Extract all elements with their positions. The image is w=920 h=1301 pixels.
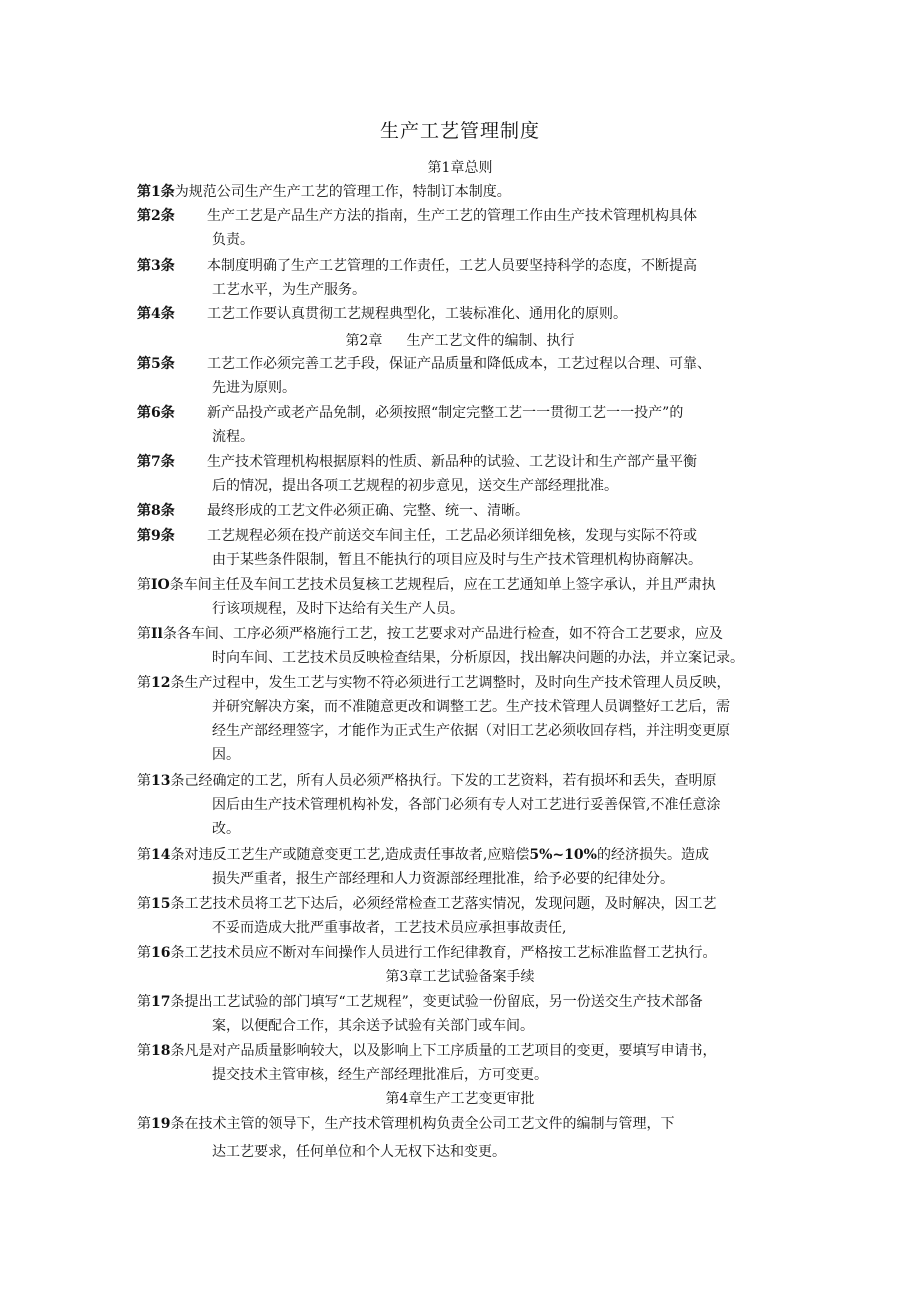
article-text: 条工艺技术员将工艺下达后，必须经常检查工艺落实情况，发现问题，及时解决，因工艺	[170, 896, 717, 912]
article-14	[137, 843, 800, 891]
article-text: 工艺工作要认真贯彻工艺规程典型化，工装标准化、通用化的原则。	[207, 306, 627, 322]
article-text: 本制度明确了生产工艺管理的工作责任，工艺人员要坚持科学的态度，不断提高	[207, 258, 697, 274]
article-text-cont: 行该项规程，及时下达给有关生产人员。	[212, 601, 464, 617]
article-text-cont: 经生产部经理签字，才能作为正式生产依据（对旧工艺必须收回存档，并注明变更原	[212, 723, 730, 739]
article-text-cont: 不妥而造成大批严重事故者，工艺技术员应承担事故责任,	[212, 920, 567, 936]
article-12	[137, 671, 800, 767]
chapter-2-title: 生产工艺文件的编制、执行	[406, 333, 575, 349]
article-prefix: 第	[137, 773, 151, 789]
article-text-cont: 时向车间、工艺技术员反映检查结果，分析原因，找出解决问题的办法，并立案记录。	[212, 650, 744, 666]
article-text: 条对违反工艺生产或随意变更工艺,造成责任事故者,应赔偿	[170, 847, 530, 863]
article-text: 条提出工艺试验的部门填写“工艺规程”，变更试验一份留底，另一份送交生产技术部备	[170, 994, 703, 1010]
article-number: 14	[151, 847, 171, 863]
article-text: 工艺工作必须完善工艺手段，保证产品质量和降低成本，工艺过程以合理、可靠、	[207, 356, 711, 372]
article-text-cont: 因后由生产技术管理机构补发，各部门必须有专人对工艺进行妥善保管,不准任意涂	[212, 797, 721, 813]
chapter-4-heading: 第4章生产工艺变更审批	[385, 1091, 535, 1107]
article-text: 为规范公司生产生产工艺的管理工作，特制订本制度。	[174, 184, 511, 200]
article-2	[137, 204, 800, 252]
article-text-cont: 由于某些条件限制，暂且不能执行的项目应及时与生产技术管理机构协商解决。	[212, 552, 702, 568]
article-text-cont: 工艺水平，为生产服务。	[212, 282, 366, 298]
article-16	[137, 941, 800, 965]
article-number: 第1条	[137, 184, 175, 200]
article-prefix: 第	[137, 1116, 151, 1132]
article-number: 12	[151, 675, 171, 691]
article-text: 条生产过程中，发生工艺与实物不符必须进行工艺调整时，及时向生产技术管理人员反映，	[170, 675, 731, 691]
article-number: 17	[151, 994, 171, 1010]
chapter-1-heading: 第1章总则	[427, 160, 493, 176]
article-10	[137, 573, 800, 621]
article-text-cont: 提交技术主管审核，经生产部经理批准后，方可变更。	[212, 1067, 548, 1083]
article-6	[137, 401, 800, 449]
article-prefix: 第	[137, 626, 151, 642]
article-number: 18	[151, 1043, 171, 1059]
chapter-2-heading	[0, 330, 920, 350]
article-number: IO	[151, 577, 170, 593]
article-text: 生产技术管理机构根据原料的性质、新品种的试验、工艺设计和生产部产量平衡	[207, 454, 697, 470]
article-9	[137, 524, 800, 572]
article-7	[137, 450, 800, 498]
article-text: 最终形成的工艺文件必须正确、完整、统一、清晰。	[207, 503, 529, 519]
chapter-2-number: 第2章	[345, 333, 383, 349]
article-19	[137, 1112, 800, 1164]
article-text-cont: 负责。	[212, 232, 254, 248]
article-prefix: 第	[137, 847, 151, 863]
article-text: 条在技术主管的领导下，生产技术管理机构负责全公司工艺文件的编制与管理，下	[170, 1116, 675, 1132]
article-text-cont: 后的情况，提出各项工艺规程的初步意见，送交生产部经理批准。	[212, 478, 618, 494]
article-5	[137, 352, 800, 400]
article-prefix: 第	[137, 577, 151, 593]
article-number: 16	[151, 945, 171, 961]
article-number: 第6条	[137, 405, 175, 421]
article-text: 条工艺技术员应不断对车间操作人员进行工作纪律教育，严格按工艺标准监督工艺执行。	[170, 945, 717, 961]
article-text-cont: 因。	[212, 747, 240, 763]
article-prefix: 第	[137, 994, 151, 1010]
article-text-cont: 并研究解决方案，而不准随意更改和调整工艺。生产技术管理人员调整好工艺后，需	[212, 699, 730, 715]
article-13	[137, 769, 800, 841]
article-text-cont: 损失严重者，报生产部经理和人力资源部经理批准，给予必要的纪律处分。	[212, 871, 674, 887]
chapter-3-heading: 第3章工艺试验备案手续	[385, 969, 535, 985]
article-text: 新产品投产或老产品免制，必须按照“制定完整工艺一一贯彻工艺一一投产”的	[207, 405, 684, 421]
article-15	[137, 892, 800, 940]
article-text: 条己经确定的工艺，所有人员必须严格执行。下发的工艺资料，若有损坏和丢失，查明原	[170, 773, 717, 789]
document-title: 生产工艺管理制度	[379, 120, 540, 142]
article-18	[137, 1039, 800, 1087]
article-number: 15	[151, 896, 171, 912]
article-text-cont: 先进为原则。	[212, 380, 296, 396]
article-11	[137, 622, 800, 670]
article-text: 条凡是对产品质量影响较大，以及影响上下工序质量的工艺项目的变更，要填写申请书，	[170, 1043, 717, 1059]
article-number: 第9条	[137, 528, 175, 544]
article-text: 条各车间、工序必须严格施行工艺，按工艺要求对产品进行检查，如不符合工艺要求，应及	[162, 626, 723, 642]
article-number: Il	[151, 626, 163, 642]
article-17	[137, 990, 800, 1038]
article-text-tail: 的经济损失。造成	[596, 847, 709, 863]
article-number: 第2条	[137, 208, 175, 224]
article-1	[137, 180, 800, 204]
article-3	[137, 254, 800, 302]
article-text: 条车间主任及车间工艺技术员复核工艺规程后，应在工艺通知单上签字承认，并且严肃执	[169, 577, 716, 593]
article-number: 第3条	[137, 258, 175, 274]
article-text: 生产工艺是产品生产方法的指南，生产工艺的管理工作由生产技术管理机构具体	[207, 208, 697, 224]
article-prefix: 第	[137, 896, 151, 912]
article-prefix: 第	[137, 1043, 151, 1059]
article-number: 第5条	[137, 356, 175, 372]
article-8	[137, 499, 800, 523]
article-text-cont: 改。	[212, 821, 240, 837]
article-text-cont: 流程。	[212, 429, 254, 445]
article-text-cont: 案，以便配合工作，其余送予试验有关部门或车间。	[212, 1018, 534, 1034]
article-number: 第8条	[137, 503, 175, 519]
article-number: 第7条	[137, 454, 175, 470]
article-number: 第4条	[137, 306, 175, 322]
article-number: 19	[151, 1116, 171, 1132]
article-4	[137, 302, 800, 326]
article-prefix: 第	[137, 675, 151, 691]
article-text-cont: 达工艺要求，任何单位和个人无权下达和变更。	[212, 1144, 506, 1160]
article-number: 13	[151, 773, 171, 789]
article-prefix: 第	[137, 945, 151, 961]
penalty-percent: 5%~10%	[529, 847, 597, 863]
article-text: 工艺规程必须在投产前送交车间主任，工艺品必须详细免核，发现与实际不符或	[207, 528, 697, 544]
